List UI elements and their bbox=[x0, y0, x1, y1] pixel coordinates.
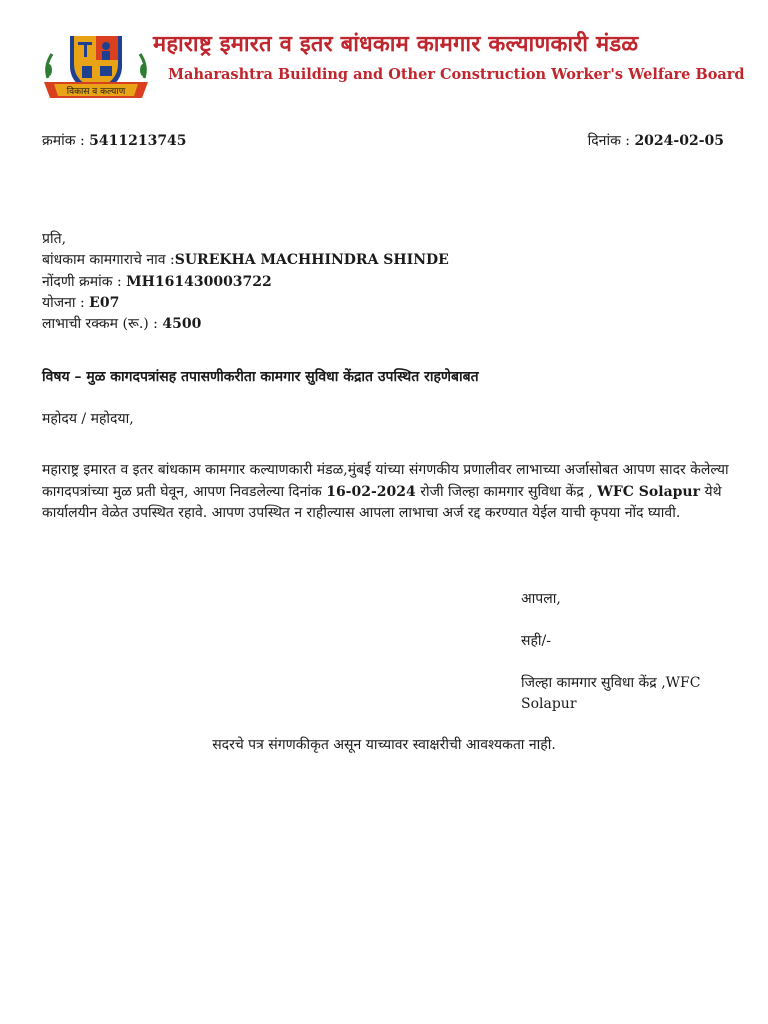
worker-name-label: बांधकाम कामगाराचे नाव : bbox=[42, 252, 175, 269]
worker-name-line bbox=[42, 250, 449, 271]
reference-number bbox=[42, 131, 187, 150]
amount-line bbox=[42, 314, 449, 335]
letter-body bbox=[42, 460, 732, 525]
letter-date-value: 2024-02-05 bbox=[634, 133, 724, 149]
registration-line bbox=[42, 272, 449, 293]
scheme-line bbox=[42, 293, 449, 314]
reference-number-label: क्रमांक : bbox=[42, 133, 90, 149]
appointment-date: 16-02-2024 bbox=[326, 483, 416, 500]
registration-label: नोंदणी क्रमांक : bbox=[42, 273, 127, 290]
signing-office: जिल्हा कामगार सुविधा केंद्र ,WFC Solapur bbox=[521, 675, 701, 712]
scheme-value: E07 bbox=[89, 294, 120, 311]
recipient-block bbox=[42, 229, 449, 335]
registration-value: MH161430003722 bbox=[126, 273, 272, 290]
scheme-label: योजना : bbox=[42, 294, 90, 311]
emblem-ribbon-text: विकास व कल्याण bbox=[66, 87, 126, 97]
amount-label: लाभाची रक्कम (रू.) : bbox=[42, 316, 163, 333]
letter-date-label: दिनांक : bbox=[587, 133, 635, 149]
letter-subject: विषय – मुळ कागदपत्रांसह तपासणीकरीता कामगार सुविधा केंद्रात उपस्थित राहणेबाबत bbox=[42, 369, 479, 385]
computer-generated-note: सदरचे पत्र संगणकीकृत असून याच्यावर स्वाक्षरीची आवश्यकता नाही. bbox=[212, 737, 556, 753]
body-part-1: महाराष्ट्र इमारत व इतर बांधकाम कामगार कल्याणकारी मंडळ,मुंबई यांच्या संगणकीय प्रणालीवर लाभाच्या अर्जासोबत आपण सादर केलेल्या कागदपत्रांच्या मुळ प्रती घेवून, आपण निवडलेल्या दिनांक bbox=[42, 462, 729, 500]
recipient-to: प्रति, bbox=[42, 231, 67, 247]
board-emblem-icon bbox=[40, 36, 152, 102]
letter-date bbox=[588, 131, 724, 150]
body-part-2: रोजी जिल्हा कामगार सुविधा केंद्र , bbox=[415, 483, 598, 500]
facility-center-name: WFC Solapur bbox=[597, 483, 700, 500]
signed-mark: सही/- bbox=[521, 633, 551, 649]
salutation: महोदय / महोदया, bbox=[42, 411, 134, 427]
letterhead bbox=[0, 0, 768, 110]
reference-number-value: 5411213745 bbox=[89, 133, 187, 149]
body-part-3: येथे कार्यालयीन वेळेत उपस्थित रहावे. आपण उपस्थित न राहील्यास आपला लाभाचा अर्ज रद्द करण्यात येईल याची कृपया नोंद घ्यावी. bbox=[42, 483, 722, 521]
board-title-english: Maharashtra Building and Other Construction Worker's Welfare Board bbox=[168, 66, 745, 83]
worker-name-value: SUREKHA MACHHINDRA SHINDE bbox=[174, 252, 449, 269]
board-title-marathi: महाराष्ट्र इमारत व इतर बांधकाम कामगार कल्याणकारी मंडळ bbox=[153, 31, 639, 57]
amount-value: 4500 bbox=[162, 316, 202, 333]
closing: आपला, bbox=[521, 591, 561, 607]
